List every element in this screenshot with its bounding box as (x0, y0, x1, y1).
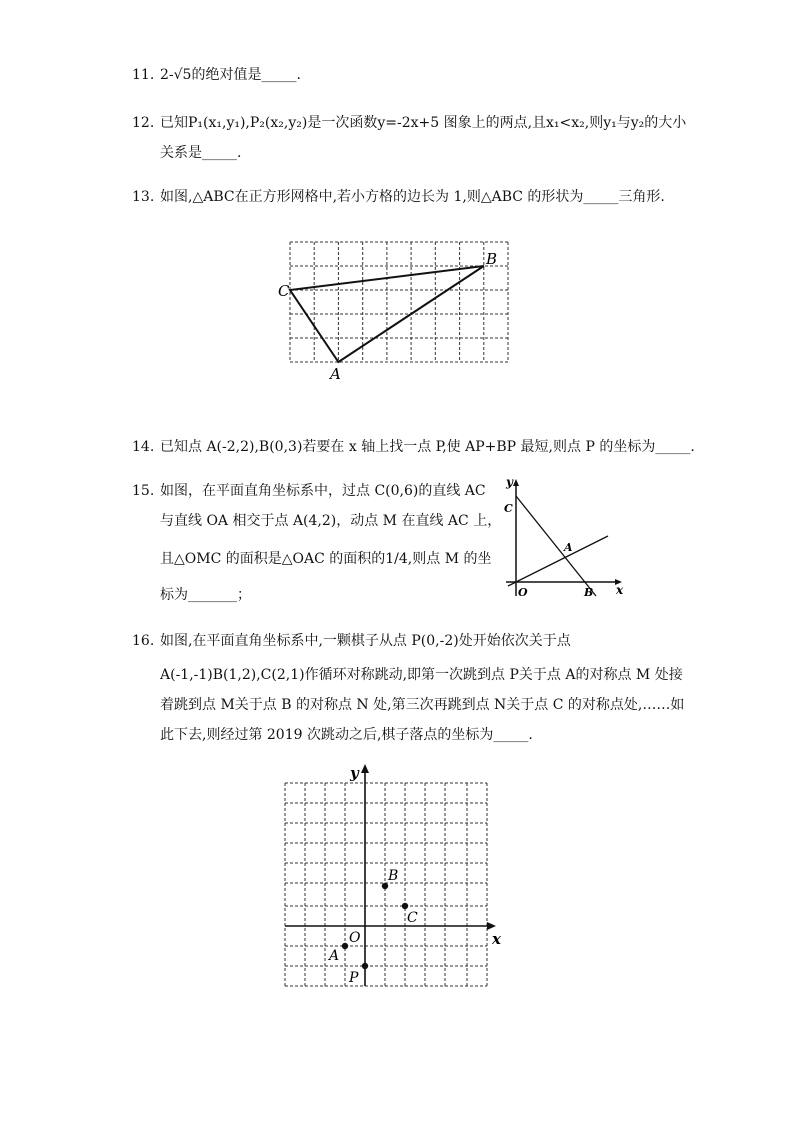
question-15-line2: 与直线 OA 相交于点 A(4,2)，动点 M 在直线 AC 上， (160, 513, 502, 529)
label-p: P (349, 970, 359, 986)
label-b: B (486, 250, 498, 268)
question-text: 如图,△ABC在正方形网格中,若小方格的边长为 1,则△ABC 的形状为_____三角形. (160, 189, 665, 205)
question-15-line3: 且△OMC 的面积是△OAC 的面积的1/4,则点 M 的坐 (160, 551, 492, 567)
label-x: x (492, 930, 501, 948)
question-16-line4: 此下去,则经过第 2019 次跳动之后,棋子落点的坐标为_____. (160, 727, 533, 743)
question-15 (132, 478, 486, 504)
question-number: 16. (132, 633, 155, 649)
label-y: y (350, 764, 359, 782)
point-p (362, 963, 368, 969)
question-number: 12. (132, 115, 155, 131)
label-a: A (330, 365, 341, 383)
label-a: A (329, 948, 340, 964)
label-b: B (584, 586, 594, 599)
point-c (402, 903, 408, 909)
y-axis-arrow-icon (361, 764, 369, 773)
figure-16-grid-plane (278, 760, 508, 992)
label-o: O (518, 586, 528, 599)
label-c: C (504, 502, 513, 515)
y-axis-arrow-icon (513, 479, 519, 486)
question-14 (132, 434, 695, 460)
figure-15-coordinate-plane (498, 474, 628, 602)
label-y: y (506, 475, 513, 489)
question-number: 14. (132, 439, 155, 455)
question-16-line3: 着跳到点 M关于点 B 的对称点 N 处,第三次再跳到点 N关于点 C 的对称点处,……如 (160, 697, 685, 713)
question-16 (132, 628, 571, 654)
label-x: x (616, 583, 624, 597)
label-o: O (349, 930, 361, 946)
question-text: 如图，在平面直角坐标系中，过点 C(0,6)的直线 AC (160, 483, 486, 499)
point-a (342, 943, 348, 949)
question-number: 11. (132, 67, 155, 83)
question-15-line4: 标为_______； (160, 587, 251, 603)
question-12 (132, 110, 686, 136)
label-c: C (407, 910, 418, 926)
label-b: B (388, 868, 399, 884)
question-text: 如图,在平面直角坐标系中,一颗棋子从点 P(0,-2)处开始依次关于点 (160, 633, 571, 649)
question-number: 15. (132, 483, 155, 499)
label-c: C (278, 282, 290, 300)
question-number: 13. (132, 189, 155, 205)
figure-13-triangle-grid (278, 234, 518, 384)
question-text: 已知P₁(x₁,y₁),P₂(x₂,y₂)是一次函数y=-2x+5 图象上的两点,且x₁<x₂,则y₁与y₂的大小 (160, 115, 687, 131)
question-16-line2: A(-1,-1)B(1,2),C(2,1)作循环对称跳动,即第一次跳到点 P关于点 A的对称点 M 处接 (160, 667, 683, 683)
question-11 (132, 62, 301, 88)
question-text: 已知点 A(-2,2),B(0,3)若要在 x 轴上找一点 P,使 AP+BP 最短,则点 P 的坐标为_____. (160, 439, 695, 455)
question-13 (132, 184, 665, 210)
line-ac (516, 496, 596, 596)
label-a: A (564, 541, 573, 554)
question-text: 2-√5的绝对值是_____. (160, 67, 301, 83)
x-axis-arrow-icon (487, 922, 496, 930)
question-12-line2: 关系是_____. (160, 145, 242, 161)
line-oa (508, 536, 608, 586)
